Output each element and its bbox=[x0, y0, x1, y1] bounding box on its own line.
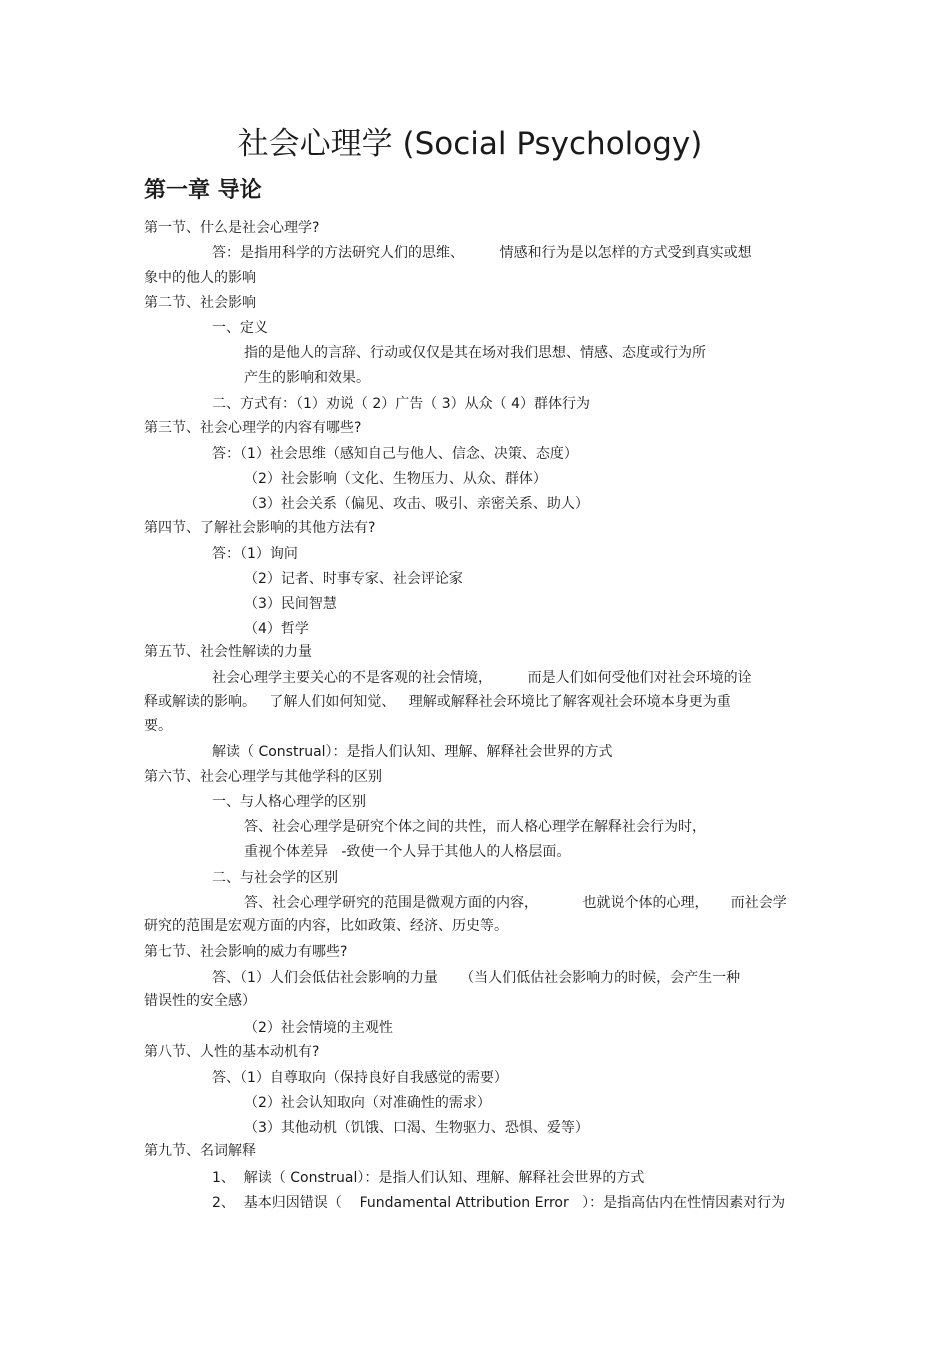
list-item: 答、（1）自尊取向（保持良好自我感觉的需要） bbox=[212, 1070, 508, 1086]
paragraph-line: 要。 bbox=[144, 718, 172, 734]
section-heading: 第二节、社会影响 bbox=[144, 295, 256, 311]
subheading: 一、定义 bbox=[212, 320, 268, 336]
section-heading: 第一节、什么是社会心理学? bbox=[144, 220, 320, 236]
document-title: 社会心理学 (Social Psychology) bbox=[237, 126, 703, 162]
section-heading: 第七节、社会影响的威力有哪些? bbox=[144, 944, 348, 960]
paragraph-line: 答、社会心理学是研究个体之间的共性，而人格心理学在解释社会行为时， bbox=[244, 819, 706, 835]
paragraph-line: 研究的范围是宏观方面的内容，比如政策、经济、历史等。 bbox=[144, 918, 508, 934]
paragraph-line: 释或解读的影响。 了解人们如何知觉、 理解或解释社会环境比了解客观社会环境本身更为重 bbox=[144, 694, 731, 710]
paragraph-line: 指的是他人的言辞、行动或仅仅是其在场对我们思想、情感、态度或行为所 bbox=[244, 345, 706, 361]
definition-item: 1、 解读（ Construal）：是指人们认知、理解、解释社会世界的方式 bbox=[212, 1170, 645, 1186]
list-item: （3）社会关系（偏见、攻击、吸引、亲密关系、助人） bbox=[244, 496, 589, 512]
paragraph-line: 答：是指用科学的方法研究人们的思维、 情感和行为是以怎样的方式受到真实或想 bbox=[212, 245, 752, 261]
list-item: 答：（1）询问 bbox=[212, 546, 298, 562]
section-heading: 第八节、人性的基本动机有? bbox=[144, 1044, 320, 1060]
paragraph-line: 解读（ Construal）：是指人们认知、理解、解释社会世界的方式 bbox=[212, 744, 613, 760]
definition-item: 2、 基本归因错误（ Fundamental Attribution Error ）：是指高估内在性情因素对行为 bbox=[212, 1195, 786, 1211]
section-heading: 第六节、社会心理学与其他学科的区别 bbox=[144, 769, 382, 785]
list-item: 答、（1）人们会低估社会影响的力量 （当人们低估社会影响力的时候，会产生一种 bbox=[212, 970, 741, 986]
paragraph-line: 重视个体差异 -致使一个人异于其他人的人格层面。 bbox=[244, 844, 571, 860]
list-item: （3）其他动机（饥饿、口渴、生物驱力、恐惧、爱等） bbox=[244, 1120, 589, 1136]
subheading: 二、与社会学的区别 bbox=[212, 870, 338, 886]
paragraph-line: 产生的影响和效果。 bbox=[244, 370, 370, 386]
paragraph-line: 错误性的安全感） bbox=[144, 993, 256, 1009]
subheading: 一、与人格心理学的区别 bbox=[212, 794, 366, 810]
paragraph-line: 社会心理学主要关心的不是客观的社会情境， 而是人们如何受他们对社会环境的诠 bbox=[212, 670, 752, 686]
section-heading: 第五节、社会性解读的力量 bbox=[144, 644, 312, 660]
list-item: （2）记者、时事专家、社会评论家 bbox=[244, 571, 463, 587]
subheading: 二、方式有：（1）劝说（ 2）广告（ 3）从众（ 4）群体行为 bbox=[212, 396, 590, 412]
paragraph-line: 答、社会心理学研究的范围是微观方面的内容， 也就说个体的心理， 而社会学 bbox=[244, 895, 787, 911]
chapter-heading: 第一章 导论 bbox=[144, 178, 262, 203]
list-item: 答：（1）社会思维（感知自己与他人、信念、决策、态度） bbox=[212, 446, 578, 462]
list-item: （2）社会影响（文化、生物压力、从众、群体） bbox=[244, 471, 547, 487]
paragraph-line: 象中的他人的影响 bbox=[144, 270, 256, 286]
section-heading: 第四节、了解社会影响的其他方法有? bbox=[144, 520, 376, 536]
list-item: （2）社会认知取向（对准确性的需求） bbox=[244, 1095, 491, 1111]
section-heading: 第三节、社会心理学的内容有哪些? bbox=[144, 420, 362, 436]
list-item: （4）哲学 bbox=[244, 621, 309, 637]
list-item: （3）民间智慧 bbox=[244, 596, 337, 612]
section-heading: 第九节、名词解释 bbox=[144, 1143, 256, 1159]
list-item: （2）社会情境的主观性 bbox=[244, 1020, 393, 1036]
